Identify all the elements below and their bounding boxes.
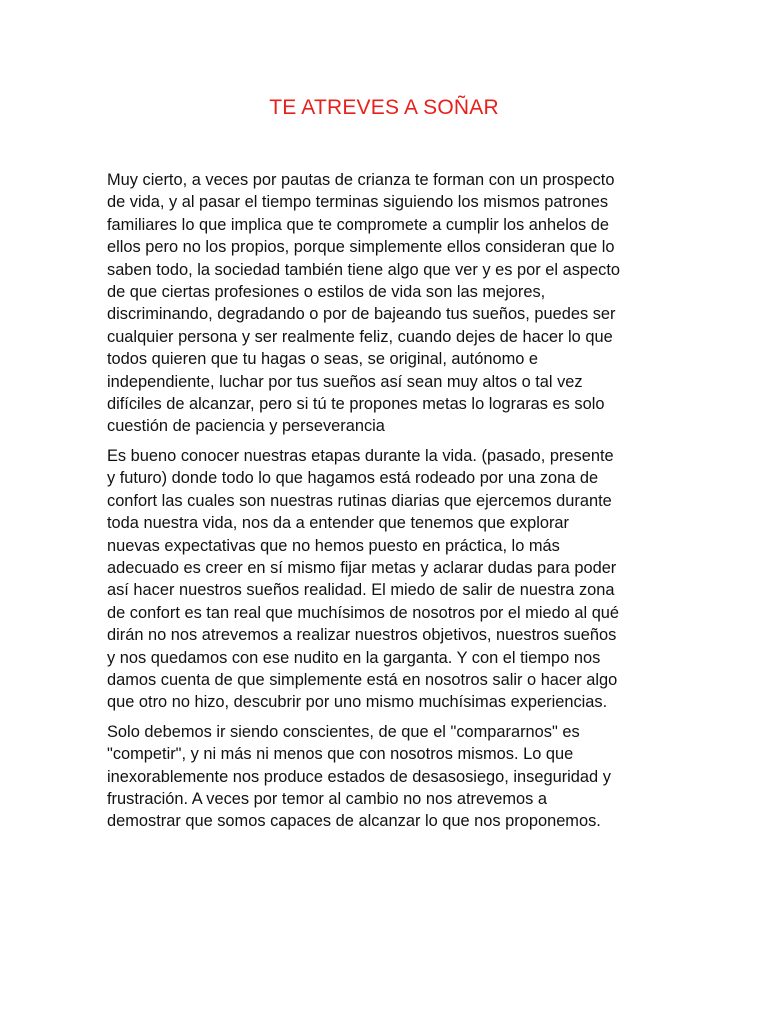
document-body [107,169,672,840]
document-title: TE ATREVES A SOÑAR [269,96,499,119]
paragraph-1: Muy cierto, a veces por pautas de crianza te forman con un prospecto de vida, y al pasar el tiempo terminas siguiendo los mismos patrones familiares lo que implica que te compromete a cumplir los anhelos de ellos pero no los propios, porque simplemente ellos consideran que lo saben todo, la sociedad también tiene algo que ver y es por el aspecto de que ciertas profesiones o estilos de vida son las mejores, discriminando, degradando o por de bajeando tus sueños, puedes ser cualquier persona y ser realmente feliz, cuando dejes de hacer lo que todos quieren que tu hagas o seas, se original, autónomo e independiente, luchar por tus sueños así sean muy altos o tal vez difíciles de alcanzar, pero si tú te propones metas lo lograras es solo cuestión de paciencia y perseverancia [107,171,620,436]
paragraph-2: Es bueno conocer nuestras etapas durante la vida. (pasado, presente y futuro) donde todo lo que hagamos está rodeado por una zona de confort las cuales son nuestras rutinas diarias que ejercemos durante toda nuestra vida, nos da a entender que tenemos que explorar nuevas expectativas que no hemos puesto en práctica, lo más adecuado es creer en sí mismo fijar metas y aclarar dudas para poder así hacer nuestros sueños realidad. El miedo de salir de nuestra zona de confort es tan real que muchísimos de nosotros por el miedo al qué dirán no nos atrevemos a realizar nuestros objetivos, nuestros sueños y nos quedamos con ese nudito en la garganta. Y con el tiempo nos damos cuenta de que simplemente está en nosotros salir o hacer algo que otro no hizo, descubrir por uno mismo muchísimas experiencias. [107,446,620,712]
paragraph-3: Solo debemos ir siendo conscientes, de que el "compararnos" es "competir", y ni más ni menos que con nosotros mismos. Lo que inexorablemente nos produce estados de desasosiego, inseguridad y frustración. A veces por temor al cambio no nos atrevemos a demostrar que somos capaces de alcanzar lo que nos proponemos. [107,722,611,831]
